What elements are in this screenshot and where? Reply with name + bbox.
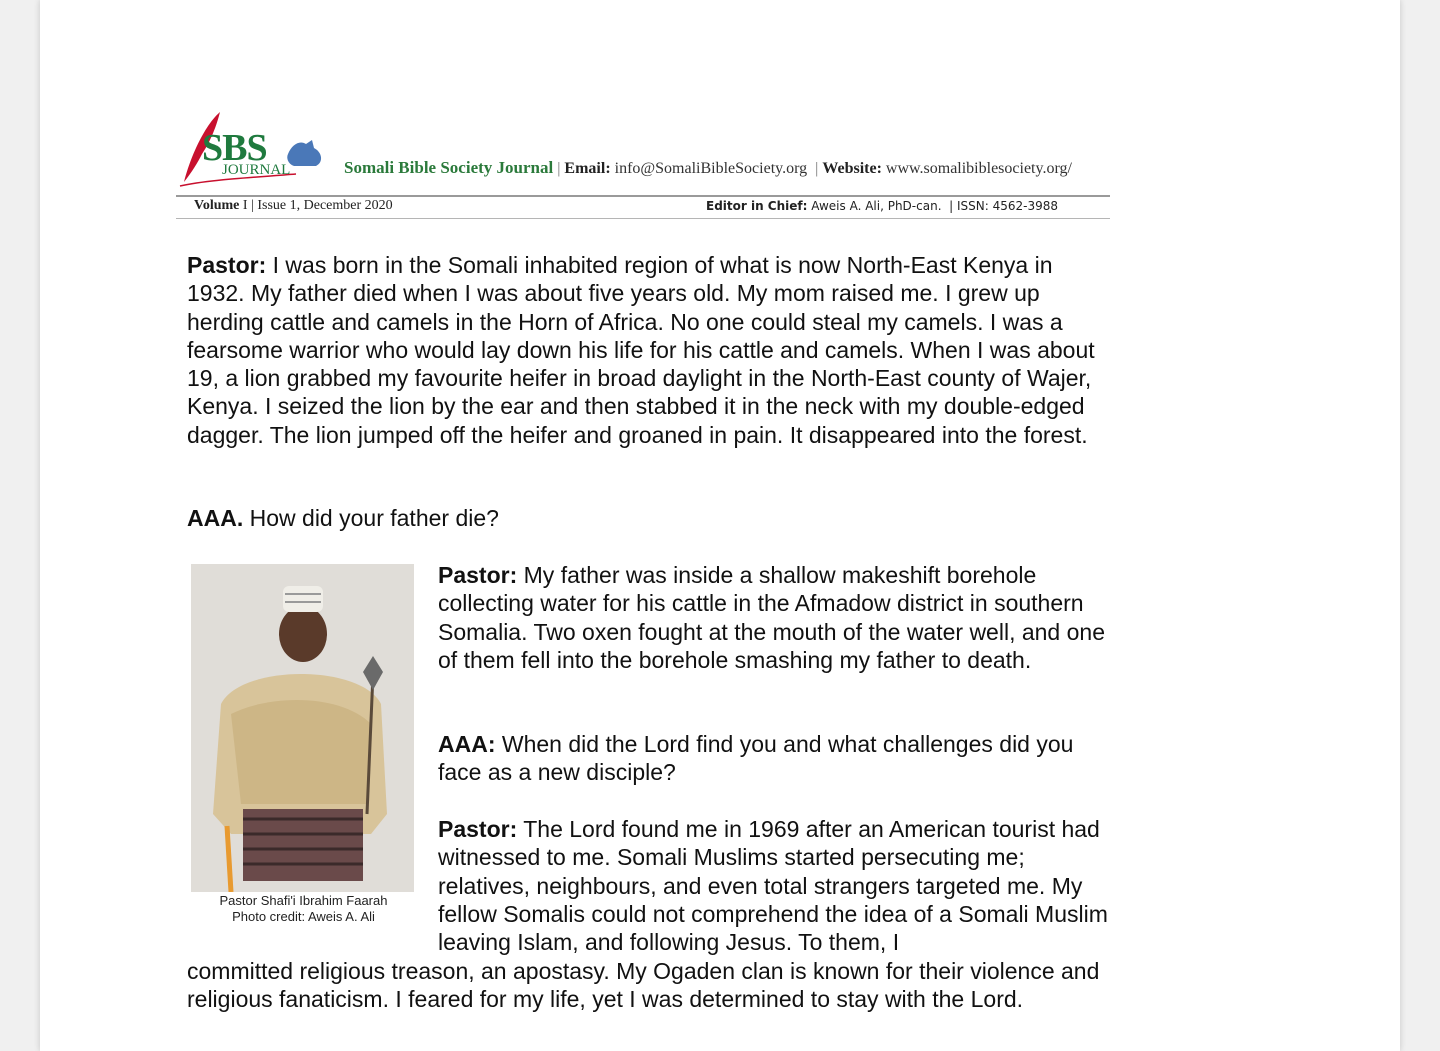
editor-line (706, 199, 1058, 213)
masthead-rule-bottom (176, 218, 1110, 219)
photo-caption (191, 893, 416, 925)
paragraph-text: I was born in the Somali inhabited region of what is now North-East Kenya in 1932. My father died when I was about five years old. My mom raised me. I grew up herding cattle and camels in the Horn of Africa. No one could steal my camels. I was a fearsome warrior who would lay down his life for his cattle and camels. When I was about 19, a lion grabbed my favourite heifer in broad daylight in the North-East county of Wajer, Kenya. I seized the lion by the ear and then stabbed it in the neck with my double-edged dagger. The lion jumped off the heifer and groaned in pain. It disappeared into the forest. (187, 252, 1095, 448)
paragraph-pastor-father (438, 561, 1110, 674)
volume-line (194, 198, 393, 214)
volume-issue: I | Issue 1, December 2020 (242, 198, 393, 213)
paragraph-pastor-conversion-continued (187, 957, 1112, 1014)
paragraph-text: My father was inside a shallow makeshift borehole collecting water for his cattle in the Afmadow district in southern Somalia. Two oxen fought at the mouth of the water well, and one of them fell into the borehole smashing my father to death. (438, 562, 1105, 673)
journal-masthead (176, 108, 1110, 220)
sbs-journal-logo (176, 108, 326, 190)
volume-label: Volume (194, 198, 240, 213)
editor-name: Aweis A. Ali, PhD-can. (811, 199, 942, 213)
logo-sbs-text: SBS (202, 127, 267, 169)
email-label: Email: (564, 160, 611, 177)
logo-journal-text: JOURNAL (222, 162, 291, 178)
issn: | ISSN: 4562-3988 (949, 199, 1059, 213)
journal-name: Somali Bible Society Journal (344, 158, 554, 177)
paragraph-question-lord (438, 730, 1110, 787)
paragraph-pastor-birth (187, 251, 1112, 449)
email-address[interactable]: info@SomaliBibleSociety.org (614, 160, 808, 177)
editor-label: Editor in Chief: (706, 199, 808, 213)
masthead-headline: Somali Bible Society Journal | Email: info@SomaliBibleSociety.org | Website: www.somalibiblesociety.org/ (344, 158, 1072, 177)
pastor-photo (191, 564, 414, 892)
caption-credit: Photo credit: Aweis A. Ali (232, 909, 375, 924)
website-url[interactable]: www.somalibiblesociety.org/ (885, 160, 1072, 177)
caption-name: Pastor Shafi'i Ibrahim Faarah (219, 893, 388, 908)
masthead-rule-top (176, 195, 1110, 197)
website-label: Website: (822, 160, 882, 177)
paragraph-pastor-conversion (438, 815, 1110, 956)
speaker-label: AAA: (438, 731, 496, 757)
speaker-label: Pastor: (438, 562, 518, 588)
paragraph-text: The Lord found me in 1969 after an American tourist had witnessed to me. Somali Muslims started persecuting me; relatives, neighbours, and even total strangers targeted me. My fellow Somalis could not comprehend the idea of a Somali Muslim leaving Islam, and following Jesus. To them, I (438, 816, 1108, 956)
paragraph-question-father (187, 504, 1112, 532)
paragraph-text: committed religious treason, an apostasy. My Ogaden clan is known for their violence and religious fanaticism. I feared for my life, yet I was determined to stay with the Lord. (187, 958, 1100, 1013)
speaker-label: Pastor: (187, 252, 267, 278)
speaker-label: Pastor: (438, 816, 518, 842)
paragraph-text: When did the Lord find you and what challenges did you face as a new disciple? (438, 731, 1074, 786)
paragraph-text: How did your father die? (243, 505, 499, 531)
speaker-label: AAA. (187, 505, 244, 531)
